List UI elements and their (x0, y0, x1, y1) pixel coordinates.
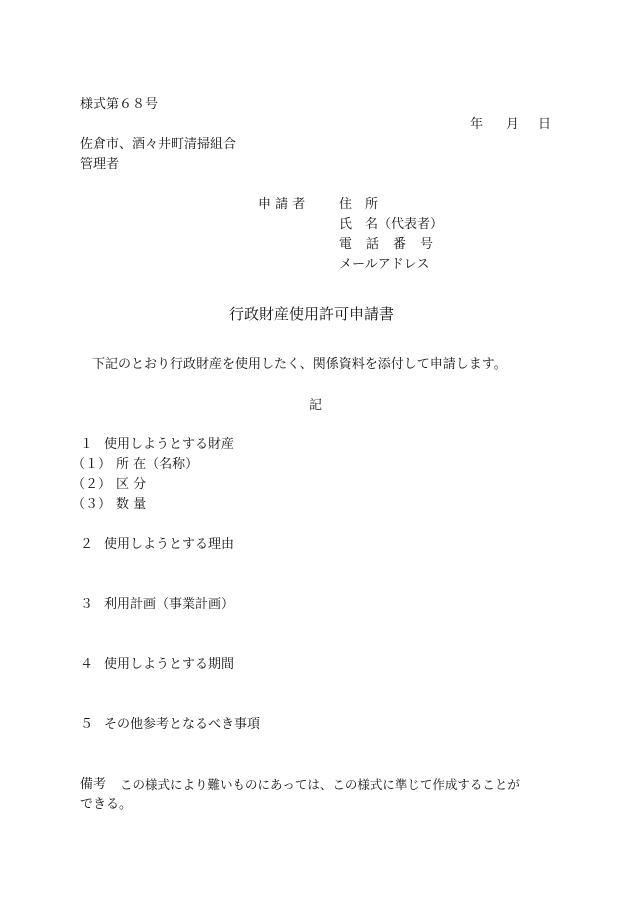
sub-item-label: 所 在（名称） (116, 457, 199, 472)
item-number: ２ (80, 537, 94, 552)
sub-item-number: （３） (72, 497, 112, 512)
phone-char: 電 (339, 237, 353, 252)
applicant-email: メールアドレス (339, 257, 430, 272)
phone-char: 話 (366, 237, 380, 252)
remarks-label: 備考 (80, 777, 107, 792)
addressee-title: 管理者 (80, 157, 120, 172)
applicant-name: 氏 名（代表者） (339, 217, 444, 232)
applicant-address: 住 所 (339, 197, 379, 212)
sub-item-label: 数 量 (116, 497, 147, 512)
intro-text: 下記のとおり行政財産を使用したく、関係資料を添付して申請します。 (92, 357, 507, 372)
remarks-line-2: できる。 (80, 797, 133, 812)
item-label: 使用しようとする財産 (104, 437, 235, 452)
item-number: ４ (80, 657, 94, 672)
remarks-line-1: この様式により難いものにあっては、この様式に準じて作成することが (120, 777, 520, 792)
date-month: 月 (506, 117, 520, 132)
phone-char: 号 (420, 237, 434, 252)
sub-item-number: （１） (72, 457, 112, 472)
sub-item-label: 区 分 (116, 477, 147, 492)
item-label: 使用しようとする理由 (104, 537, 235, 552)
ki-marker: 記 (309, 398, 323, 413)
item-label: その他参考となるべき事項 (104, 717, 261, 732)
addressee-organization: 佐倉市、酒々井町清掃組合 (80, 137, 237, 152)
item-label: 利用計画（事業計画） (104, 597, 235, 612)
form-number: 様式第６８号 (80, 97, 159, 112)
item-label: 使用しようとする期間 (104, 657, 235, 672)
item-number: ３ (80, 597, 94, 612)
sub-item-number: （２） (72, 477, 112, 492)
date-year: 年 (470, 117, 484, 132)
date-day: 日 (538, 117, 552, 132)
applicant-label: 申 請 者 (258, 197, 306, 212)
item-number: １ (80, 437, 94, 452)
phone-char: 番 (393, 237, 407, 252)
item-number: ５ (80, 717, 94, 732)
document-title: 行政財産使用許可申請書 (229, 305, 395, 323)
